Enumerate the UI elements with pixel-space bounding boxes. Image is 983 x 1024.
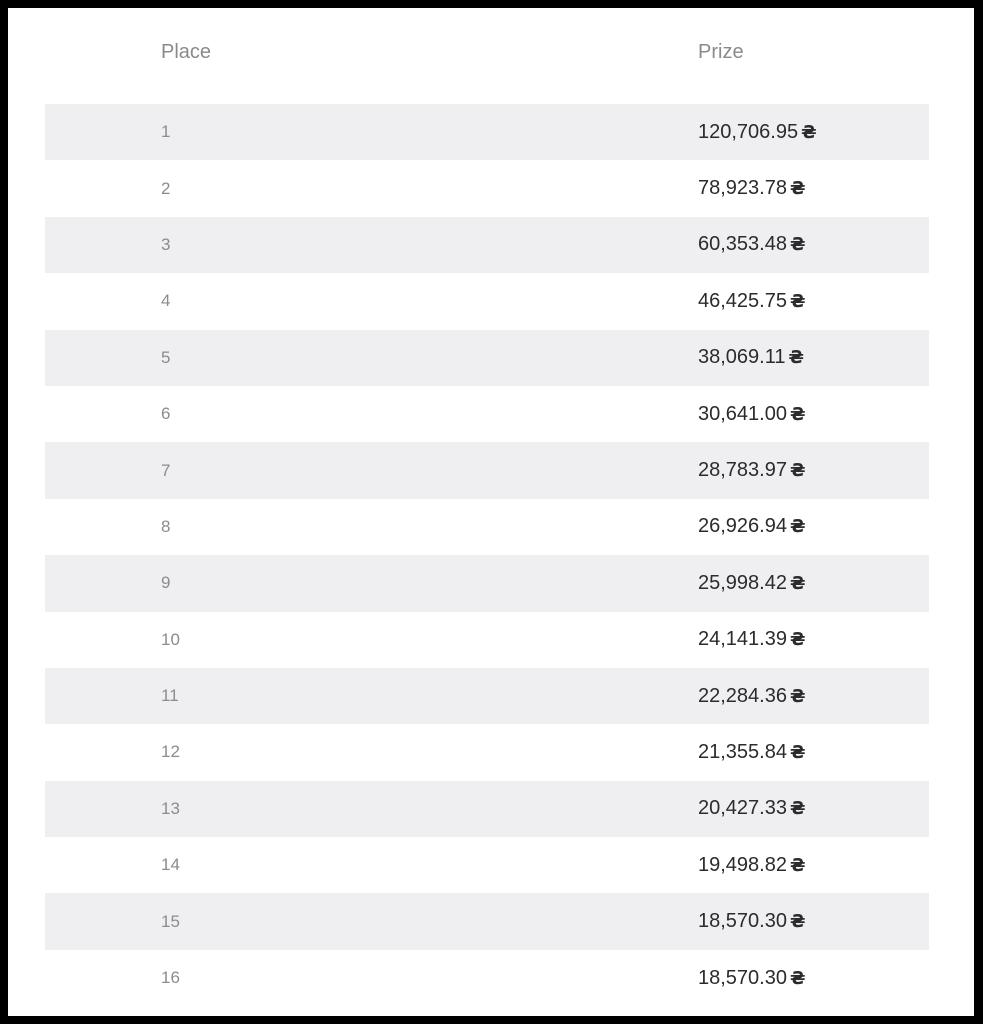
prize-cell	[698, 612, 805, 668]
table-row	[45, 893, 929, 949]
place-cell: 8	[161, 516, 171, 536]
place-cell: 16	[161, 968, 180, 988]
table-body	[45, 104, 929, 1006]
place-cell: 10	[161, 629, 180, 649]
table-row	[45, 386, 929, 442]
table-header	[45, 8, 929, 104]
place-cell: 5	[161, 347, 171, 367]
prize-cell	[698, 442, 805, 498]
prize-table	[45, 8, 929, 1006]
hryvnia-currency-icon: ₴	[789, 911, 806, 933]
place-cell: 15	[161, 911, 180, 931]
prize-amount: 22,284.36	[698, 684, 787, 707]
prize-cell	[698, 160, 805, 216]
prize-amount: 24,141.39	[698, 628, 787, 651]
prize-cell	[698, 893, 805, 949]
prize-cell	[698, 668, 805, 724]
hryvnia-currency-icon: ₴	[789, 290, 806, 312]
header-prize: Prize	[698, 41, 744, 63]
place-cell: 13	[161, 798, 180, 818]
place-cell: 1	[161, 122, 171, 142]
prize-amount: 46,425.75	[698, 289, 787, 312]
hryvnia-currency-icon: ₴	[789, 403, 806, 425]
table-row	[45, 217, 929, 273]
hryvnia-currency-icon: ₴	[801, 121, 817, 143]
prize-cell	[698, 555, 805, 611]
prize-cell	[698, 499, 805, 555]
table-row	[45, 668, 929, 724]
hryvnia-currency-icon: ₴	[789, 178, 806, 200]
table-row	[45, 781, 929, 837]
place-cell: 7	[161, 460, 171, 480]
table-row	[45, 160, 929, 216]
prize-amount: 18,570.30	[698, 910, 787, 933]
header-place: Place	[161, 41, 212, 63]
prize-cell	[698, 104, 817, 160]
prize-cell	[698, 217, 805, 273]
table-row	[45, 330, 929, 386]
prize-cell	[698, 724, 805, 780]
place-cell: 14	[161, 855, 180, 875]
table-row	[45, 442, 929, 498]
prize-cell	[698, 781, 805, 837]
hryvnia-currency-icon: ₴	[789, 572, 806, 594]
prize-amount: 30,641.00	[698, 402, 787, 425]
place-cell: 11	[161, 686, 179, 706]
prize-cell	[698, 273, 805, 329]
hryvnia-currency-icon: ₴	[788, 347, 804, 369]
prize-amount: 78,923.78	[698, 177, 787, 200]
table-row	[45, 104, 929, 160]
table-row	[45, 612, 929, 668]
hryvnia-currency-icon: ₴	[789, 629, 806, 651]
hryvnia-currency-icon: ₴	[789, 234, 806, 256]
prize-amount: 60,353.48	[698, 233, 787, 256]
place-cell: 3	[161, 234, 171, 254]
place-cell: 12	[161, 742, 180, 762]
hryvnia-currency-icon: ₴	[789, 798, 806, 820]
hryvnia-currency-icon: ₴	[789, 460, 806, 482]
prize-amount: 20,427.33	[698, 797, 787, 820]
prize-amount: 26,926.94	[698, 515, 787, 538]
prize-amount: 18,570.30	[698, 966, 787, 989]
hryvnia-currency-icon: ₴	[789, 967, 806, 989]
prize-cell	[698, 837, 805, 893]
place-cell: 4	[161, 291, 171, 311]
table-row	[45, 499, 929, 555]
place-cell: 9	[161, 573, 171, 593]
prize-cell	[698, 386, 805, 442]
prize-amount: 19,498.82	[698, 853, 787, 876]
prize-amount: 25,998.42	[698, 571, 787, 594]
prize-cell	[698, 950, 805, 1006]
prize-amount: 28,783.97	[698, 459, 787, 482]
table-row	[45, 837, 929, 893]
hryvnia-currency-icon: ₴	[789, 741, 806, 763]
table-row	[45, 555, 929, 611]
table-row	[45, 724, 929, 780]
place-cell: 2	[161, 178, 171, 198]
prize-cell	[698, 330, 804, 386]
prize-amount: 21,355.84	[698, 740, 787, 763]
table-row	[45, 273, 929, 329]
place-cell: 6	[161, 404, 171, 424]
table-row	[45, 950, 929, 1006]
prize-table-panel	[8, 8, 974, 1016]
hryvnia-currency-icon: ₴	[789, 854, 806, 876]
prize-amount: 120,706.95	[698, 120, 799, 143]
hryvnia-currency-icon: ₴	[789, 685, 806, 707]
hryvnia-currency-icon: ₴	[789, 516, 806, 538]
prize-amount: 38,069.11	[698, 346, 786, 369]
